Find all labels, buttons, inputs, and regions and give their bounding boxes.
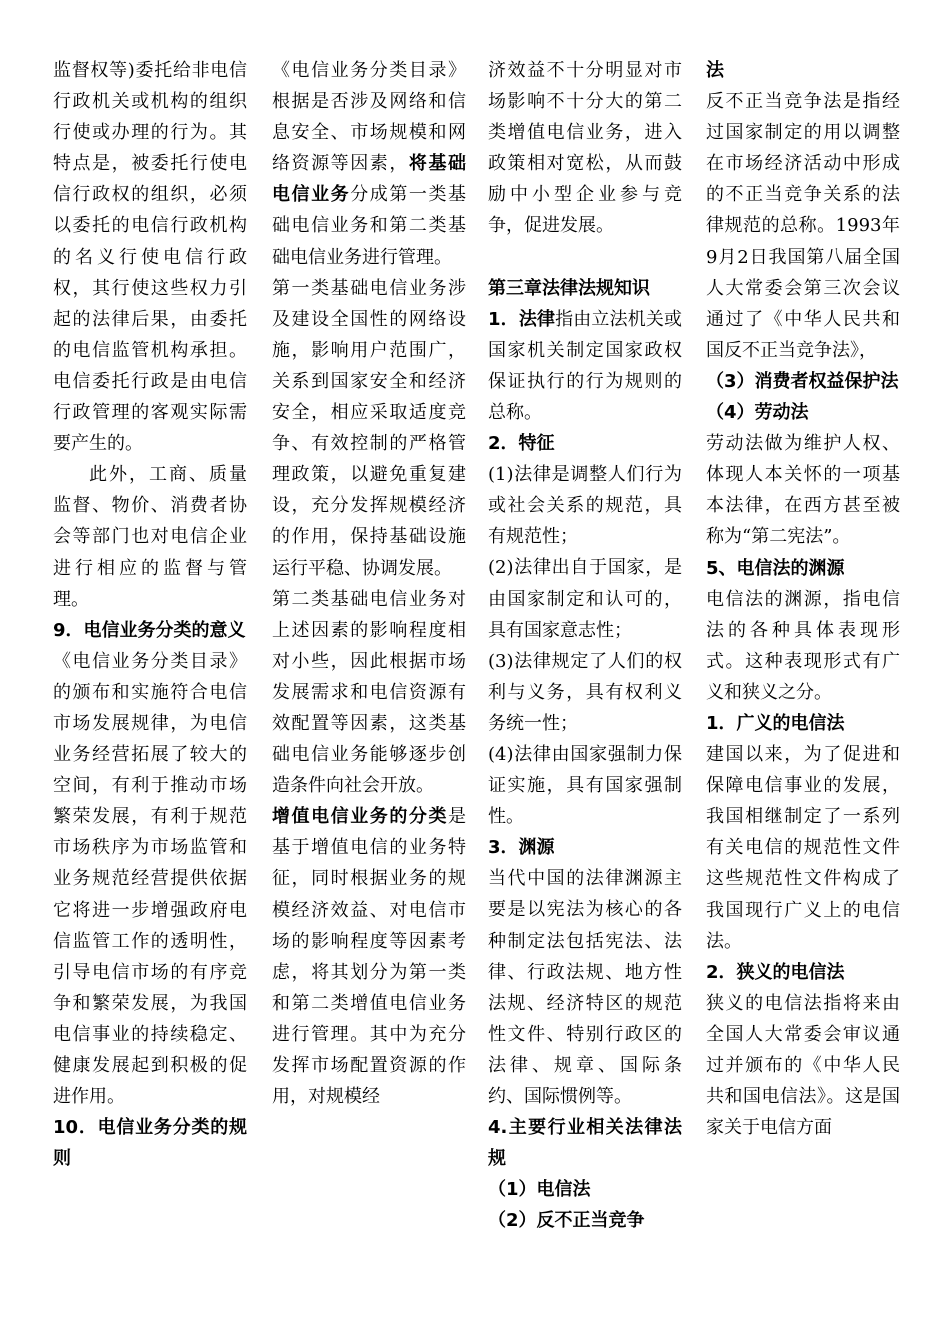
bold-text-run: 1．法律 (488, 308, 556, 330)
paragraph: 建国以来，为了促进和保障电信事业的发展，我国相继制定了一系列有关电信的规范性文件这些规范性文件构成了我国现行广义上的电信法。 (706, 744, 900, 952)
paragraph: 电信法的渊源，指电信法的各种具体表现形式。这种表现形式有广义和狭义之分。 (706, 588, 900, 703)
paragraph (272, 55, 466, 273)
text-column-2 (272, 55, 466, 1295)
text-run: 指由立法机关或国家机关制定国家政权保证执行的行为规则的总称。 (488, 308, 682, 423)
section-heading: 2．特征 (488, 433, 555, 455)
paragraph: 《电信业务分类目录》的颁布和实施符合电信市场发展规律，为电信业务经营拓展了较大的空间，有利于推动市场繁荣发展，有利于规范市场秩序为市场监管和业务规范经营提供依据它将进一步增强政府电信监管工作的透明性，引导电信市场的有序竞争和繁荣发展，为我国电信事业的持续稳定、健康发展起到积极的促进作用。 (53, 650, 247, 1108)
chapter-heading: 第三章法律法规知识 (488, 277, 650, 299)
list-item: (3)法律规定了人们的权利与义务，具有权利义务统一性； (488, 650, 682, 734)
sub-heading: 1．广义的电信法 (706, 712, 845, 734)
paragraph: 第二类基础电信业务对上述因素的影响程度相对小些，因此根据市场发展需求和电信资源有效配置等因素，这类基础电信业务能够逐步创造条件向社会开放。 (272, 588, 466, 797)
paragraph: 济效益不十分明显对市场影响不十分大的第二类增值电信业务，进入政策相对宽松，从而鼓励中小型企业参与竞争，促进发展。 (488, 60, 682, 237)
paragraph: 狭义的电信法指将来由全国人大常委会审议通过并颁布的《中华人民共和国电信法》。这是国家关于电信方面 (706, 992, 900, 1139)
paragraph: 第一类基础电信业务涉及建设全国性的网络设施，影响用户范围广，关系到国家安全和经济安全，相应采取适度竞争、有效控制的严格管理政策，以避免重复建设，充分发挥规模经济的作用，保持基础设施运行平稳、协调发展。 (272, 277, 466, 579)
list-item: (1)法律是调整人们行为或社会关系的规范，具有规范性； (488, 464, 682, 548)
sub-heading: 2．狭义的电信法 (706, 961, 845, 983)
paragraph: 当代中国的法律渊源主要是以宪法为核心的各种制定法包括宪法、法律、行政法规、地方性法规、经济特区的规范性文件、特别行政区的法律、规章、国际条约、国际惯例等。 (488, 868, 682, 1107)
spacer (488, 242, 682, 273)
sub-heading: 法 (706, 60, 724, 81)
text-column-4 (706, 55, 900, 1295)
list-item: (4)法律由国家强制力保证实施，具有国家强制性。 (488, 743, 682, 828)
paragraph (272, 801, 466, 1112)
paragraph: 此外，工商、质量监督、物价、消费者协会等部门也对电信企业进行相应的监督与管理。 (53, 464, 247, 610)
text-run: 分成第一类基础电信业务和第二类基础电信业务进行管理。 (272, 184, 466, 268)
paragraph: 劳动法做为维护人权、体现人本关怀的一项基本法律，在西方甚至被称为“第二宪法”。 (706, 433, 900, 548)
paragraph (488, 304, 682, 428)
section-heading: 10．电信业务分类的规则 (53, 1117, 247, 1170)
sub-heading: （2）反不正当竞争 (488, 1210, 645, 1232)
text-run: 《电信业务分类目录》根据是否涉及网络和信息安全、市场规模和网络资源等因素， (272, 60, 466, 175)
list-item: (2)法律出自于国家，是由国家制定和认可的，具有国家意志性； (488, 557, 682, 641)
bold-text-run: 增值电信业务的分类 (272, 806, 448, 828)
text-column-1 (53, 55, 247, 1295)
bold-text-run: 将基础电信业务 (272, 153, 466, 206)
paragraph: 反不正当竞争法是指经过国家制定的用以调整在市场经济活动中形成的不正当竞争关系的法律规范的总称。1993年9月2日我国第八届全国人大常委会第三次会议通过了《中华人民共和国反不正当竞争法》， (706, 91, 900, 361)
section-heading: 9．电信业务分类的意义 (53, 619, 246, 641)
paragraph: 监督权等)委托给非电信行政机关或机构的组织行使或办理的行为。其特点是，被委托行使电信行政权的组织，必须以委托的电信行政机构的名义行使电信行政权，其行使这些权力引起的法律后果，由委托的电信监管机构承担。电信委托行政是由电信行政管理的客观实际需要产生的。 (53, 60, 247, 455)
section-heading: 4.主要行业相关法律法规 (488, 1117, 682, 1170)
sub-heading: （4）劳动法 (706, 402, 809, 424)
sub-heading: （3）消费者权益保护法 (706, 370, 899, 392)
text-run: 是基于增值电信的业务特征，同时根据业务的规模经济效益、对电信市场的影响程度等因素考虑，将其划分为第一类和第二类增值电信业务进行管理。其中为充分发挥市场配置资源的作用，对规模经 (272, 806, 466, 1108)
text-column-3 (488, 55, 682, 1295)
section-heading: 5、电信法的渊源 (706, 557, 845, 579)
section-heading: 3．渊源 (488, 837, 555, 859)
sub-heading: （1）电信法 (488, 1179, 591, 1201)
